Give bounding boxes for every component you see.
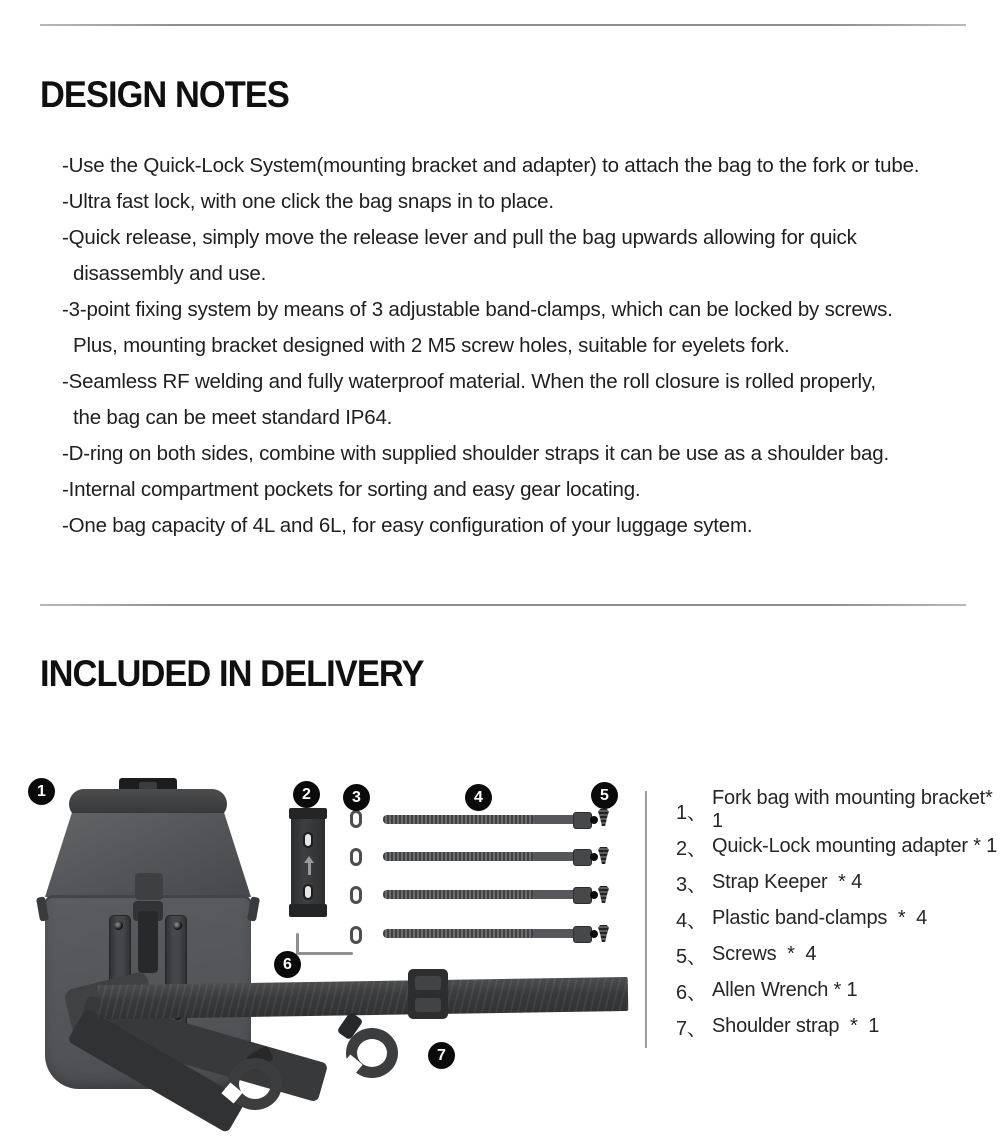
design-note-line: -One bag capacity of 4L and 6L, for easy configuration of your luggage sytem.	[62, 514, 753, 537]
design-note-line: Plus, mounting bracket designed with 2 M5 screw holes, suitable for eyelets fork.	[62, 334, 790, 357]
design-notes-list	[62, 148, 974, 544]
design-note-line: disassembly and use.	[62, 262, 267, 285]
design-note-line: -Internal compartment pockets for sorting and easy gear locating.	[62, 478, 641, 501]
adapter-arrow-icon	[304, 856, 314, 863]
delivery-item-label: Allen Wrench * 1	[712, 978, 858, 1001]
quick-lock-adapter-image	[291, 810, 325, 915]
allen-wrench-icon	[296, 952, 353, 955]
delivery-item	[676, 828, 1000, 864]
band-clamp-image	[383, 925, 597, 942]
delivery-item-number: 1、	[676, 801, 707, 824]
delivery-item-number: 2、	[676, 837, 707, 860]
bracket-screw-icon	[114, 921, 123, 930]
delivery-item-label: Strap Keeper * 4	[712, 870, 863, 893]
delivery-item-number: 7、	[676, 1017, 707, 1040]
delivery-items-list	[676, 787, 1000, 1044]
delivery-item-label: Fork bag with mounting bracket* 1	[712, 787, 998, 832]
delivery-item	[676, 864, 1000, 900]
delivery-item-label: Screws * 4	[712, 942, 817, 965]
adapter-slot	[303, 884, 313, 900]
strap-adjuster-buckle	[408, 969, 448, 1019]
figure-list-divider	[645, 791, 647, 1048]
band-clamp-strap	[383, 929, 581, 938]
band-clamp-hole	[590, 930, 598, 938]
design-notes-title: DESIGN NOTES	[40, 74, 289, 115]
delivery-item-number: 6、	[676, 981, 707, 1004]
strap-keeper-icon	[350, 886, 362, 904]
design-note-line: -Quick release, simply move the release lever and pull the bag upwards allowing for quick	[62, 226, 857, 249]
design-note-line: -Use the Quick-Lock System(mounting bracket and adapter) to attach the bag to the fork or tube.	[62, 154, 920, 177]
item-badge-7: 7	[428, 1042, 455, 1069]
band-clamp-image	[383, 848, 597, 865]
screw-icon	[598, 925, 609, 942]
item-badge-6: 6	[274, 951, 301, 978]
delivery-item-label: Shoulder strap * 1	[712, 1014, 880, 1037]
included-in-delivery-title: INCLUDED IN DELIVERY	[40, 653, 424, 694]
band-clamp-hole	[590, 816, 598, 824]
strap-keeper-icon	[350, 926, 362, 944]
delivery-item	[676, 787, 1000, 832]
section-divider-top	[40, 24, 966, 26]
design-note-line: -Seamless RF welding and fully waterproof material. When the roll closure is rolled properly,	[62, 370, 876, 393]
delivery-item	[676, 972, 1000, 1008]
screw-icon	[598, 847, 609, 864]
adapter-slot	[303, 832, 313, 848]
delivery-item	[676, 936, 1000, 972]
design-note-line: -3-point fixing system by means of 3 adjustable band-clamps, which can be locked by screws.	[62, 298, 893, 321]
band-clamp-hole	[590, 853, 598, 861]
strap-keeper-icon	[350, 810, 362, 828]
bracket-channel	[138, 911, 158, 973]
band-clamp-strap	[383, 815, 581, 824]
band-clamp-hole	[590, 891, 598, 899]
delivery-item-label: Quick-Lock mounting adapter * 1	[712, 834, 998, 857]
delivery-item-number: 3、	[676, 873, 707, 896]
band-clamp-strap	[383, 890, 581, 899]
strap-keeper-icon	[350, 848, 362, 866]
screw-icon	[598, 809, 609, 826]
delivery-item-label: Plastic band-clamps * 4	[712, 906, 928, 929]
delivery-item-number: 4、	[676, 909, 707, 932]
design-note-line: the bag can be meet standard IP64.	[62, 406, 393, 429]
band-clamp-image	[383, 886, 597, 903]
design-note-line: -Ultra fast lock, with one click the bag snaps in to place.	[62, 190, 554, 213]
band-clamp-image	[383, 811, 597, 828]
bracket-screw-icon	[173, 921, 182, 930]
delivery-item	[676, 900, 1000, 936]
item-badge-1: 1	[28, 778, 55, 805]
snap-hook-ring	[228, 1058, 282, 1110]
section-divider-middle	[40, 604, 966, 606]
item-badge-3: 3	[343, 784, 370, 811]
delivery-item	[676, 1008, 1000, 1044]
shoulder-strap-image	[98, 977, 628, 1019]
item-badge-5: 5	[591, 782, 618, 809]
band-clamp-strap	[383, 852, 581, 861]
delivery-item-number: 5、	[676, 945, 707, 968]
bag-strap-keeper-tab	[135, 873, 163, 900]
design-note-line: -D-ring on both sides, combine with supplied shoulder straps it can be use as a shoulder bag.	[62, 442, 889, 465]
item-badge-2: 2	[293, 781, 320, 808]
screw-icon	[598, 886, 609, 903]
item-badge-4: 4	[465, 784, 492, 811]
